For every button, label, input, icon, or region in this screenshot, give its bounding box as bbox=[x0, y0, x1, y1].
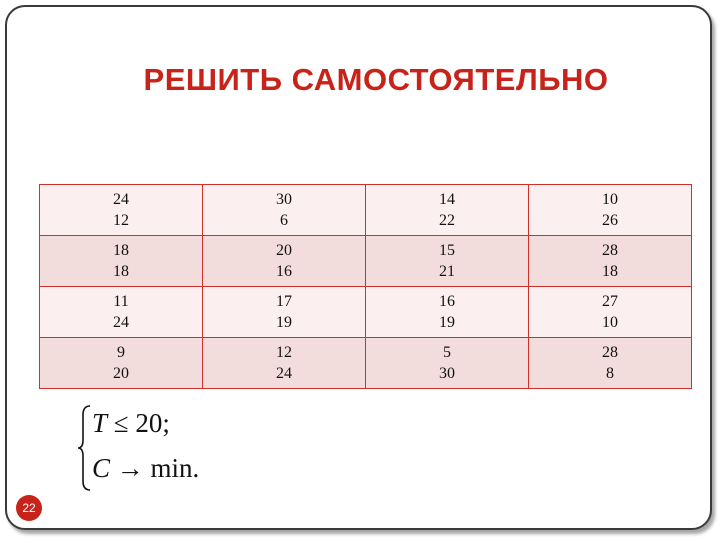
table-cell bbox=[366, 236, 529, 287]
left-brace-icon bbox=[76, 403, 92, 493]
cell-bottom-value: 24 bbox=[276, 365, 292, 382]
table-cell bbox=[529, 287, 692, 338]
cost-objective: → min. bbox=[110, 453, 200, 483]
table-cell bbox=[40, 338, 203, 389]
cell-top-value: 15 bbox=[439, 242, 455, 259]
time-condition: ≤ 20; bbox=[107, 408, 170, 438]
data-table bbox=[39, 184, 692, 389]
slide-title: РЕШИТЬ САМОСТОЯТЕЛЬНО bbox=[143, 62, 609, 97]
cell-top-value: 27 bbox=[602, 293, 618, 310]
table-cell bbox=[203, 287, 366, 338]
cell-bottom-value: 16 bbox=[276, 263, 292, 280]
table-cell bbox=[203, 185, 366, 236]
table-cell bbox=[366, 287, 529, 338]
table-row bbox=[40, 287, 692, 338]
table-cell bbox=[529, 236, 692, 287]
table-cell bbox=[529, 338, 692, 389]
cell-top-value: 16 bbox=[439, 293, 455, 310]
table-cell bbox=[203, 338, 366, 389]
cell-bottom-value: 22 bbox=[439, 212, 455, 229]
cell-bottom-value: 18 bbox=[602, 263, 618, 280]
time-variable: T bbox=[92, 408, 108, 438]
cell-bottom-value: 19 bbox=[439, 314, 455, 331]
table-cell bbox=[40, 236, 203, 287]
cell-top-value: 14 bbox=[439, 191, 455, 208]
cell-bottom-value: 19 bbox=[276, 314, 292, 331]
cost-variable: C bbox=[92, 453, 111, 483]
cell-bottom-value: 26 bbox=[602, 212, 618, 229]
cell-top-value: 10 bbox=[602, 191, 618, 208]
constraint-system bbox=[76, 403, 246, 493]
cell-bottom-value: 20 bbox=[113, 365, 129, 382]
cell-top-value: 18 bbox=[113, 242, 129, 259]
cell-top-value: 30 bbox=[276, 191, 292, 208]
cell-bottom-value: 8 bbox=[606, 365, 614, 382]
cell-top-value: 12 bbox=[276, 344, 292, 361]
constraint-time bbox=[92, 408, 170, 439]
table-cell bbox=[40, 287, 203, 338]
cell-top-value: 28 bbox=[602, 344, 618, 361]
table-row bbox=[40, 236, 692, 287]
table-row bbox=[40, 185, 692, 236]
cell-bottom-value: 18 bbox=[113, 263, 129, 280]
table-cell bbox=[529, 185, 692, 236]
cell-top-value: 20 bbox=[276, 242, 292, 259]
cell-bottom-value: 10 bbox=[602, 314, 618, 331]
cell-bottom-value: 24 bbox=[113, 314, 129, 331]
cell-bottom-value: 12 bbox=[113, 212, 129, 229]
slide-number-badge: 22 bbox=[16, 495, 42, 521]
table-cell bbox=[366, 185, 529, 236]
cell-top-value: 5 bbox=[443, 344, 451, 361]
objective-cost bbox=[92, 453, 199, 484]
cell-bottom-value: 30 bbox=[439, 365, 455, 382]
cell-top-value: 24 bbox=[113, 191, 129, 208]
cell-top-value: 17 bbox=[276, 293, 292, 310]
table-row bbox=[40, 338, 692, 389]
cell-top-value: 28 bbox=[602, 242, 618, 259]
cell-bottom-value: 6 bbox=[280, 212, 288, 229]
table-cell bbox=[366, 338, 529, 389]
cell-top-value: 11 bbox=[113, 293, 129, 310]
cell-top-value: 9 bbox=[117, 344, 125, 361]
table-cell bbox=[203, 236, 366, 287]
cell-bottom-value: 21 bbox=[439, 263, 455, 280]
table-cell bbox=[40, 185, 203, 236]
